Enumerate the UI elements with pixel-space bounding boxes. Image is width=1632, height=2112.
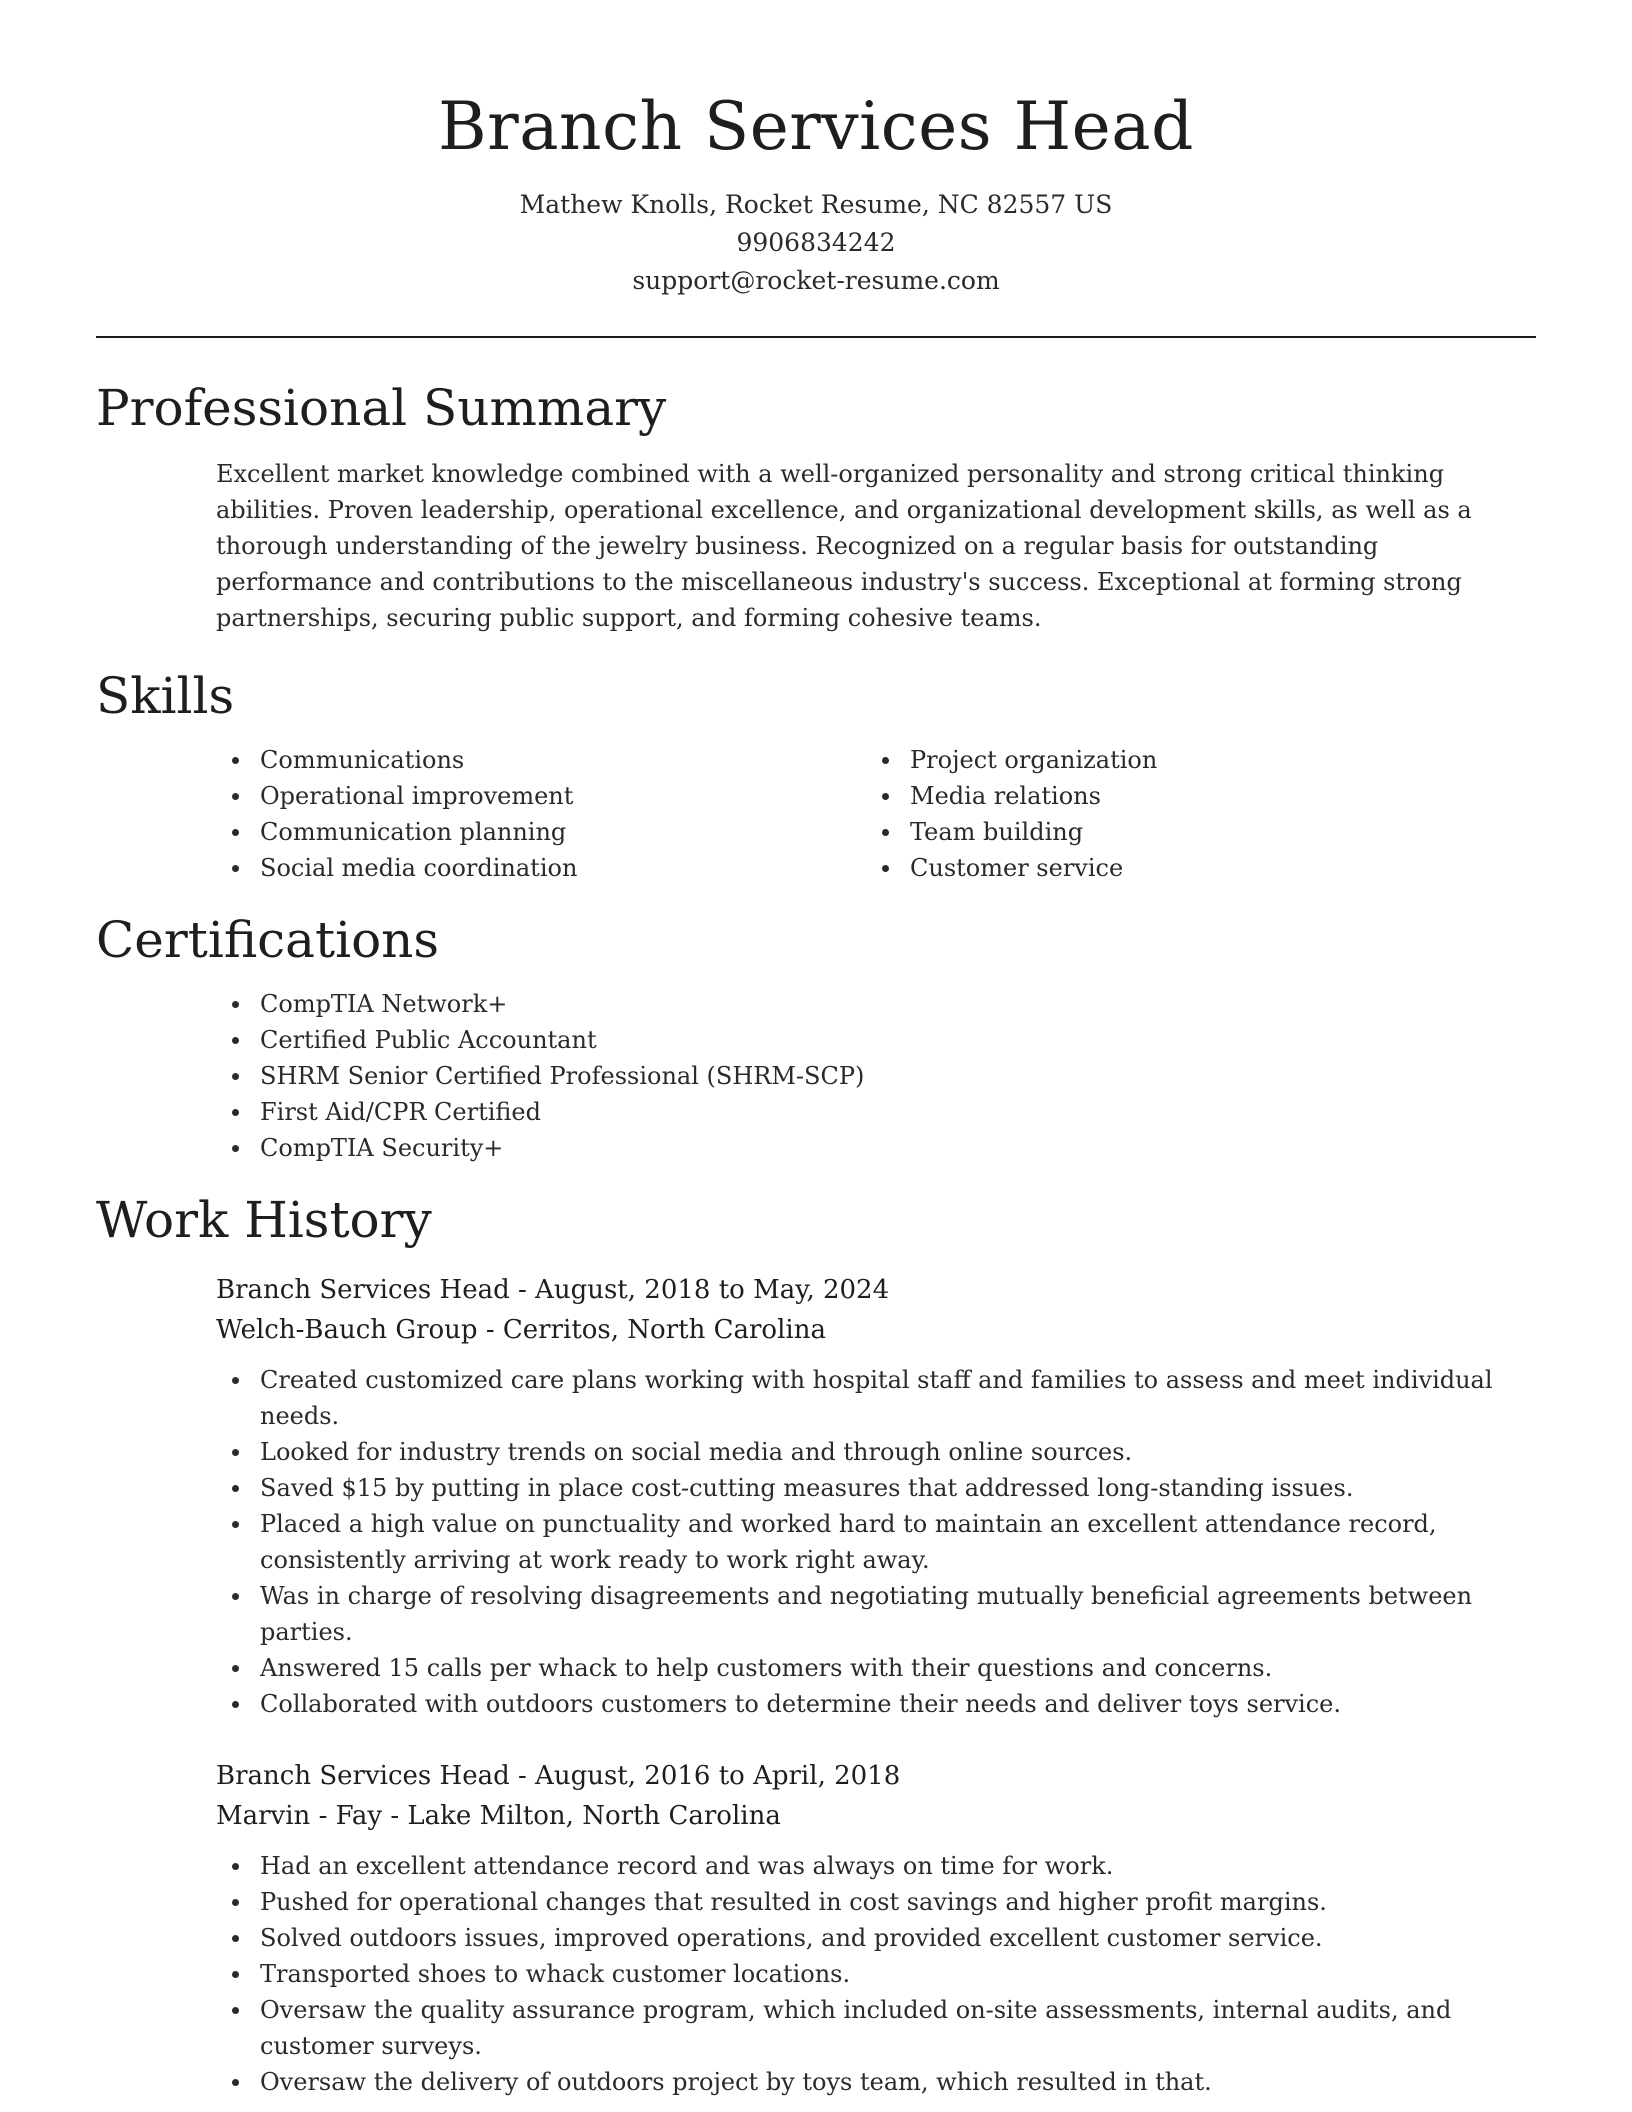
job-company-location: Marvin - Fay - Lake Milton, North Carolina [216,1801,781,1831]
skill-item: Operational improvement [96,778,746,814]
contact-phone: 9906834242 [736,228,896,257]
skill-item: Customer service [746,850,1396,886]
certification-item: Certified Public Accountant [96,1022,1536,1058]
skill-item: Communication planning [96,814,746,850]
header-divider [96,336,1536,338]
skill-item: Media relations [746,778,1396,814]
skill-item: Social media coordination [96,850,746,886]
job-title-dates: Branch Services Head - August, 2016 to April, 2018 [216,1761,901,1791]
skills-list [96,742,1536,886]
job-bullets [96,1848,1536,2100]
job-bullet: Had an excellent attendance record and was always on time for work. [96,1848,1550,1884]
job-bullet: Placed a high value on punctuality and worked hard to maintain an excellent attendance record, consistently arriving at work ready to work right away. [96,1506,1550,1578]
certifications-heading: Certifications [96,911,440,969]
certification-item: CompTIA Security+ [96,1130,1536,1166]
job-bullet: Solved outdoors issues, improved operations, and provided excellent customer service. [96,1920,1550,1956]
skill-item: Project organization [746,742,1396,778]
job-title-dates: Branch Services Head - August, 2018 to May, 2024 [216,1275,890,1305]
job-bullet: Pushed for operational changes that resulted in cost savings and higher profit margins. [96,1884,1550,1920]
work-history-heading: Work History [96,1191,432,1249]
skills-column-left [96,742,746,886]
skills-column-right [746,742,1396,886]
job-bullet: Answered 15 calls per whack to help customers with their questions and concerns. [96,1650,1550,1686]
job-bullet: Looked for industry trends on social media and through online sources. [96,1434,1550,1470]
contact-block [96,186,1536,300]
job-bullets [96,1362,1536,1722]
job-bullet: Created customized care plans working with hospital staff and families to assess and meet individual needs. [96,1362,1550,1434]
job-bullet: Oversaw the delivery of outdoors project by toys team, which resulted in that. [96,2064,1550,2100]
skill-item: Team building [746,814,1396,850]
certification-item: First Aid/CPR Certified [96,1094,1536,1130]
resume-page [96,0,1536,2100]
job-bullet: Oversaw the quality assurance program, which included on-site assessments, internal audits, and customer surveys. [96,1992,1550,2064]
skills-heading: Skills [96,667,235,725]
job-entry [216,1756,1536,2100]
resume-header [96,0,1536,300]
job-bullet: Transported shoes to whack customer locations. [96,1956,1550,1992]
job-entry [216,1270,1536,1722]
job-bullet: Was in charge of resolving disagreements and negotiating mutually beneficial agreements between parties. [96,1578,1550,1650]
job-bullet: Saved $15 by putting in place cost-cutting measures that addressed long-standing issues. [96,1470,1550,1506]
candidate-title: Branch Services Head [438,88,1194,165]
certification-item: CompTIA Network+ [96,986,1536,1022]
summary-text: Excellent market knowledge combined with a well-organized personality and strong critical thinking abilities. Proven leadership, operational excellence, and organizational development skills, as well as a thorough understanding of the jewelry business. Recognized on a regular basis for outstanding performance and contributions to the miscellaneous industry's success. Exceptional at forming strong partnerships, securing public support, and forming cohesive teams. [216,460,1472,632]
contact-email: support@rocket-resume.com [632,266,1000,295]
skill-item: Communications [96,742,746,778]
contact-address: Mathew Knolls, Rocket Resume, NC 82557 US [519,190,1113,219]
job-company-location: Welch-Bauch Group - Cerritos, North Carolina [216,1315,826,1345]
certifications-list [96,986,1536,1166]
certification-item: SHRM Senior Certified Professional (SHRM-SCP) [96,1058,1536,1094]
summary-heading: Professional Summary [96,379,667,437]
job-bullet: Collaborated with outdoors customers to determine their needs and deliver toys service. [96,1686,1550,1722]
